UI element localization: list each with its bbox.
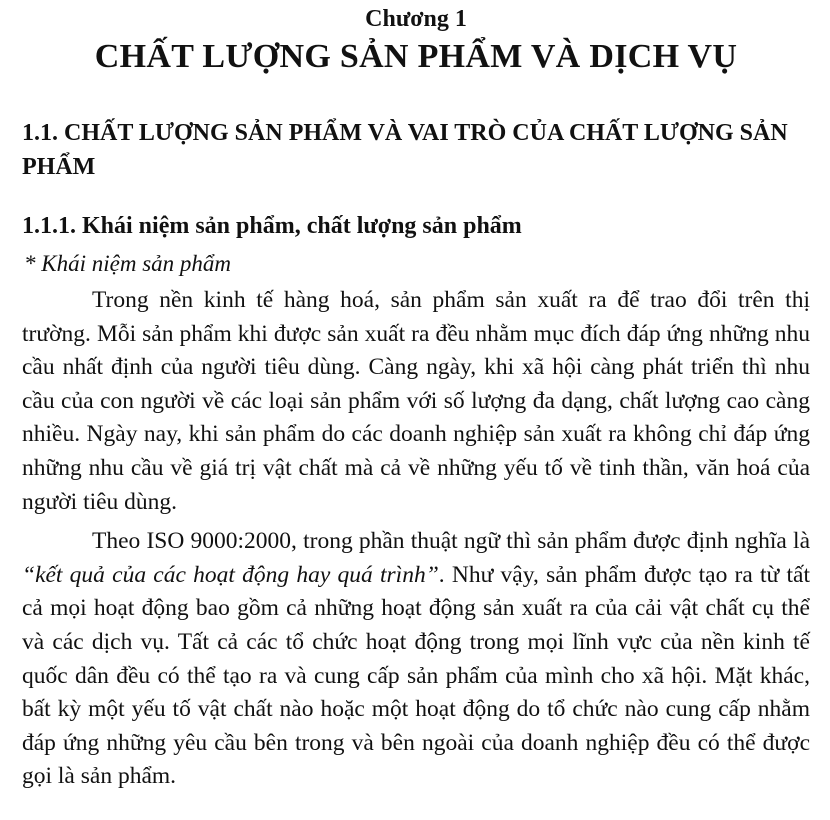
section-heading: 1.1. CHẤT LƯỢNG SẢN PHẨM VÀ VAI TRÒ CỦA CHẤT LƯỢNG SẢN PHẨM: [22, 120, 788, 180]
concept-label: * Khái niệm sản phẩm: [24, 251, 231, 276]
subsection-heading: 1.1.1. Khái niệm sản phẩm, chất lượng sản phẩm: [22, 213, 522, 239]
chapter-title: CHẤT LƯỢNG SẢN PHẨM VÀ DỊCH VỤ: [94, 38, 738, 75]
document-page: [22, 0, 810, 820]
paragraph-text-end: . Như vậy, sản phẩm được tạo ra từ tất cả mọi hoạt động bao gồm cả những hoạt động sản xuất ra của cải vật chất cụ thể và các dịch vụ. Tất cả các tổ chức hoạt động trong mọi lĩnh vực của nền kinh tế quốc dân đều có thể tạo ra và cung cấp sản phẩm của mình cho xã hội. Mặt khác, bất kỳ một yếu tố vật chất nào hoặc một hoạt động do tổ chức nào cung cấp nhằm đáp ứng những yêu cầu bên trong và bên ngoài của doanh nghiệp đều có thể được gọi là sản phẩm.: [22, 561, 811, 790]
paragraph-iso-definition: [22, 525, 810, 794]
paragraph-text-start: Theo ISO 9000:2000, trong phần thuật ngữ thì sản phẩm được định nghĩa là: [92, 528, 810, 555]
paragraph-product-concept: Trong nền kinh tế hàng hoá, sản phẩm sản xuất ra để trao đổi trên thị trường. Mỗi sản phẩm khi được sản xuất ra đều nhằm mục đích đáp ứng những nhu cầu nhất định của người tiêu dùng. Càng ngày, khi xã hội càng phát triển thì nhu cầu của con người về các loại sản phẩm với số lượng đa dạng, chất lượng cao càng nhiều. Ngày nay, khi sản phẩm do các doanh nghiệp sản xuất ra không chỉ đáp ứng những nhu cầu về giá trị vật chất mà cả về những yếu tố về tinh thần, văn hoá của người tiêu dùng.: [22, 287, 810, 515]
chapter-label: Chương 1: [365, 6, 467, 32]
iso-quote: “kết quả của các hoạt động hay quá trình”: [22, 561, 439, 588]
